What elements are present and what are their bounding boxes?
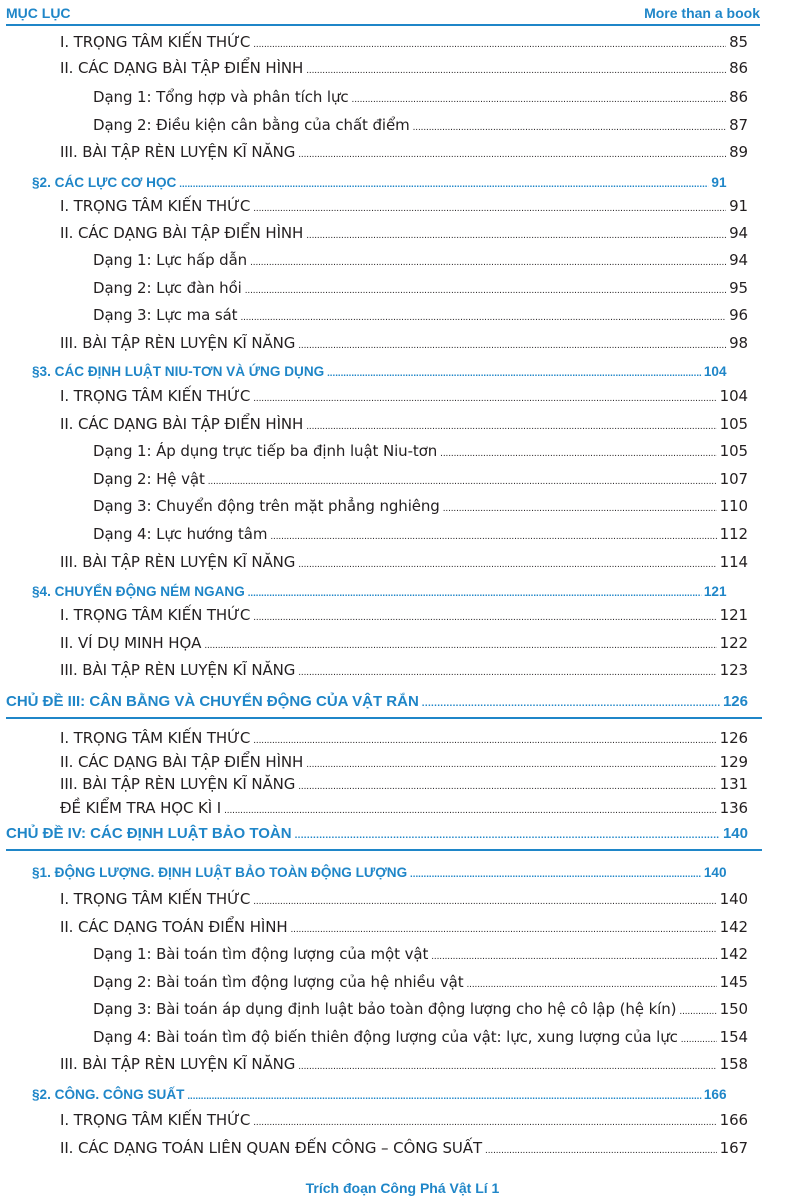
toc-entry[interactable] <box>60 890 748 908</box>
toc-title: Dạng 4: Lực hướng tâm <box>93 525 268 543</box>
toc-title: III. BÀI TẬP RÈN LUYỆN KĨ NĂNG <box>60 553 296 571</box>
dot-leader <box>270 531 716 542</box>
dot-leader <box>306 65 726 76</box>
dot-leader <box>187 1091 701 1102</box>
dot-leader <box>240 312 726 323</box>
toc-subentry[interactable] <box>93 116 748 134</box>
toc-page-number: 122 <box>719 634 748 652</box>
toc-page-number: 107 <box>719 470 748 488</box>
toc-title: II. CÁC DẠNG BÀI TẬP ĐIỂN HÌNH <box>60 224 304 242</box>
toc-entry[interactable] <box>60 799 748 817</box>
toc-page-number: 142 <box>719 945 748 963</box>
dot-leader <box>298 1061 716 1072</box>
dot-leader <box>248 588 701 599</box>
toc-subentry[interactable] <box>93 1000 748 1018</box>
toc-subentry[interactable] <box>93 945 748 963</box>
toc-chapter[interactable] <box>6 825 748 842</box>
dot-leader <box>204 640 716 651</box>
toc-page-number: 129 <box>719 753 748 771</box>
toc-page-number: 140 <box>722 825 748 842</box>
toc-page-number: 123 <box>719 661 748 679</box>
toc-entry[interactable] <box>60 387 748 405</box>
toc-chapter[interactable] <box>6 693 748 710</box>
dot-leader <box>245 285 726 296</box>
toc-entry[interactable] <box>60 918 748 936</box>
toc-entry[interactable] <box>60 661 748 679</box>
toc-section[interactable] <box>32 174 727 190</box>
header-title: MỤC LỤC <box>6 5 71 21</box>
toc-page-number: 94 <box>729 224 748 242</box>
toc-title: Dạng 1: Áp dụng trực tiếp ba định luật Niu-tơn <box>93 442 438 460</box>
toc-title: Dạng 3: Bài toán áp dụng định luật bảo toàn động lượng cho hệ cô lập (hệ kín) <box>93 1000 677 1018</box>
toc-entry[interactable] <box>60 33 748 51</box>
toc-title: I. TRỌNG TÂM KIẾN THỨC <box>60 890 251 908</box>
dot-leader <box>440 448 716 459</box>
toc-title: I. TRỌNG TÂM KIẾN THỨC <box>60 729 251 747</box>
toc-page-number: 104 <box>719 387 748 405</box>
toc-title: §1. ĐỘNG LƯỢNG. ĐỊNH LUẬT BẢO TOÀN ĐỘNG LƯỢNG <box>32 864 408 880</box>
dot-leader <box>253 735 716 746</box>
dot-leader <box>306 421 716 432</box>
toc-page-number: 121 <box>703 583 727 599</box>
toc-entry[interactable] <box>60 334 748 352</box>
toc-page-number: 158 <box>719 1055 748 1073</box>
toc-title: I. TRỌNG TÂM KIẾN THỨC <box>60 197 251 215</box>
toc-title: Dạng 2: Bài toán tìm động lượng của hệ nhiều vật <box>93 973 464 991</box>
toc-page-number: 126 <box>719 729 748 747</box>
toc-page-number: 121 <box>719 606 748 624</box>
dot-leader <box>327 368 701 379</box>
dot-leader <box>413 122 726 133</box>
toc-page-number: 140 <box>703 864 727 880</box>
toc-subentry[interactable] <box>93 88 748 106</box>
dot-leader <box>466 979 716 990</box>
dot-leader <box>431 951 716 962</box>
toc-title: Dạng 1: Tổng hợp và phân tích lực <box>93 88 349 106</box>
toc-entry[interactable] <box>60 729 748 747</box>
dot-leader <box>298 340 726 351</box>
toc-page-number: 167 <box>719 1139 748 1157</box>
toc-title: §2. CÔNG. CÔNG SUẤT <box>32 1086 185 1102</box>
toc-subentry[interactable] <box>93 306 748 324</box>
toc-title: Dạng 1: Lực hấp dẫn <box>93 251 248 269</box>
toc-subentry[interactable] <box>93 470 748 488</box>
chapter-rule <box>6 717 762 719</box>
toc-entry[interactable] <box>60 606 748 624</box>
toc-page-number: 94 <box>729 251 748 269</box>
toc-page-number: 98 <box>729 334 748 352</box>
dot-leader <box>253 612 716 623</box>
dot-leader <box>224 805 717 816</box>
toc-title: §2. CÁC LỰC CƠ HỌC <box>32 174 177 190</box>
toc-subentry[interactable] <box>93 973 748 991</box>
toc-title: §3. CÁC ĐỊNH LUẬT NIU-TƠN VÀ ỨNG DỤNG <box>32 363 325 379</box>
toc-title: Dạng 2: Lực đàn hồi <box>93 279 242 297</box>
toc-title: CHỦ ĐỀ III: CÂN BẰNG VÀ CHUYỂN ĐỘNG CỦA VẬT RẮN <box>6 693 419 710</box>
dot-leader <box>179 179 708 190</box>
toc-title: II. CÁC DẠNG TOÁN ĐIỂN HÌNH <box>60 918 288 936</box>
toc-title: II. VÍ DỤ MINH HỌA <box>60 634 202 652</box>
toc-title: Dạng 4: Bài toán tìm độ biến thiên động lượng của vật: lực, xung lượng của lực <box>93 1028 678 1046</box>
dot-leader <box>298 559 716 570</box>
toc-title: Dạng 1: Bài toán tìm động lượng của một vật <box>93 945 429 963</box>
dot-leader <box>253 39 726 50</box>
toc-section[interactable] <box>32 583 727 599</box>
dot-leader <box>253 203 726 214</box>
dot-leader <box>298 149 726 160</box>
header-tagline: More than a book <box>644 5 760 21</box>
header-rule <box>6 24 760 26</box>
toc-page-number: 150 <box>719 1000 748 1018</box>
toc-section[interactable] <box>32 864 727 880</box>
toc-entry[interactable] <box>60 59 748 77</box>
toc-subentry[interactable] <box>93 525 748 543</box>
dot-leader <box>295 830 720 841</box>
toc-page-number: 112 <box>719 525 748 543</box>
toc-page-number: 95 <box>729 279 748 297</box>
toc-page-number: 86 <box>729 88 748 106</box>
toc-page-number: 89 <box>729 143 748 161</box>
toc-title: I. TRỌNG TÂM KIẾN THỨC <box>60 606 251 624</box>
toc-title: Dạng 2: Hệ vật <box>93 470 205 488</box>
chapter-rule <box>6 849 762 851</box>
dot-leader <box>253 896 716 907</box>
dot-leader <box>306 230 726 241</box>
toc-entry[interactable] <box>60 634 748 652</box>
toc-entry[interactable] <box>60 1111 748 1129</box>
toc-title: III. BÀI TẬP RÈN LUYỆN KĨ NĂNG <box>60 775 296 793</box>
toc-page-number: 91 <box>711 174 727 190</box>
toc-title: §4. CHUYỂN ĐỘNG NÉM NGANG <box>32 583 245 599</box>
toc-title: III. BÀI TẬP RÈN LUYỆN KĨ NĂNG <box>60 661 296 679</box>
toc-entry[interactable] <box>60 415 748 433</box>
toc-page-number: 136 <box>719 799 748 817</box>
toc-subentry[interactable] <box>93 442 748 460</box>
dot-leader <box>253 1117 716 1128</box>
dot-leader <box>681 1034 717 1045</box>
toc-section[interactable] <box>32 1086 727 1102</box>
toc-title: II. CÁC DẠNG BÀI TẬP ĐIỂN HÌNH <box>60 59 304 77</box>
toc-subentry[interactable] <box>93 279 748 297</box>
page-footer: Trích đoạn Công Phá Vật Lí 1 <box>305 1180 500 1196</box>
toc-page-number: 114 <box>719 553 748 571</box>
toc-page-number: 110 <box>719 497 748 515</box>
toc-page-number: 85 <box>729 33 748 51</box>
toc-entry[interactable] <box>60 1055 748 1073</box>
dot-leader <box>422 698 720 709</box>
toc-entry[interactable] <box>60 1139 748 1157</box>
dot-leader <box>291 924 717 935</box>
toc-entry[interactable] <box>60 224 748 242</box>
toc-title: Dạng 3: Lực ma sát <box>93 306 238 324</box>
toc-entry[interactable] <box>60 143 748 161</box>
dot-leader <box>306 759 716 770</box>
toc-subentry[interactable] <box>93 497 748 515</box>
toc-entry[interactable] <box>60 775 748 793</box>
toc-page-number: 105 <box>719 442 748 460</box>
dot-leader <box>298 667 716 678</box>
dot-leader <box>443 503 717 514</box>
toc-title: Dạng 2: Điều kiện cân bằng của chất điểm <box>93 116 410 134</box>
toc-title: II. CÁC DẠNG BÀI TẬP ĐIỂN HÌNH <box>60 415 304 433</box>
toc-page-number: 166 <box>703 1086 727 1102</box>
toc-title: Dạng 3: Chuyển động trên mặt phẳng nghiêng <box>93 497 440 515</box>
dot-leader <box>679 1006 716 1017</box>
toc-subentry[interactable] <box>93 1028 748 1046</box>
toc-page-number: 105 <box>719 415 748 433</box>
toc-title: III. BÀI TẬP RÈN LUYỆN KĨ NĂNG <box>60 334 296 352</box>
toc-title: CHỦ ĐỀ IV: CÁC ĐỊNH LUẬT BẢO TOÀN <box>6 825 292 842</box>
dot-leader <box>250 257 726 268</box>
toc-page-number: 96 <box>729 306 748 324</box>
toc-page-number: 166 <box>719 1111 748 1129</box>
toc-title: II. CÁC DẠNG TOÁN LIÊN QUAN ĐẾN CÔNG – CÔNG SUẤT <box>60 1139 483 1157</box>
toc-title: I. TRỌNG TÂM KIẾN THỨC <box>60 387 251 405</box>
dot-leader <box>410 869 701 880</box>
toc-page-number: 145 <box>719 973 748 991</box>
toc-page-number: 154 <box>719 1028 748 1046</box>
dot-leader <box>485 1145 717 1156</box>
toc-page-number: 126 <box>722 693 748 710</box>
toc-subentry[interactable] <box>93 251 748 269</box>
toc-page-number: 131 <box>719 775 748 793</box>
toc-title: ĐỀ KIỂM TRA HỌC KÌ I <box>60 799 222 817</box>
toc-entry[interactable] <box>60 197 748 215</box>
dot-leader <box>352 94 727 105</box>
toc-section[interactable] <box>32 363 727 379</box>
dot-leader <box>208 476 717 487</box>
toc-page-number: 86 <box>729 59 748 77</box>
toc-title: I. TRỌNG TÂM KIẾN THỨC <box>60 1111 251 1129</box>
toc-title: II. CÁC DẠNG BÀI TẬP ĐIỂN HÌNH <box>60 753 304 771</box>
toc-title: I. TRỌNG TÂM KIẾN THỨC <box>60 33 251 51</box>
toc-entry[interactable] <box>60 753 748 771</box>
toc-entry[interactable] <box>60 553 748 571</box>
toc-page-number: 140 <box>719 890 748 908</box>
dot-leader <box>253 393 716 404</box>
toc-page-number: 142 <box>719 918 748 936</box>
toc-title: III. BÀI TẬP RÈN LUYỆN KĨ NĂNG <box>60 1055 296 1073</box>
toc-page-number: 104 <box>703 363 727 379</box>
toc-title: III. BÀI TẬP RÈN LUYỆN KĨ NĂNG <box>60 143 296 161</box>
toc-page-number: 87 <box>729 116 748 134</box>
toc-page-number: 91 <box>729 197 748 215</box>
dot-leader <box>298 781 716 792</box>
